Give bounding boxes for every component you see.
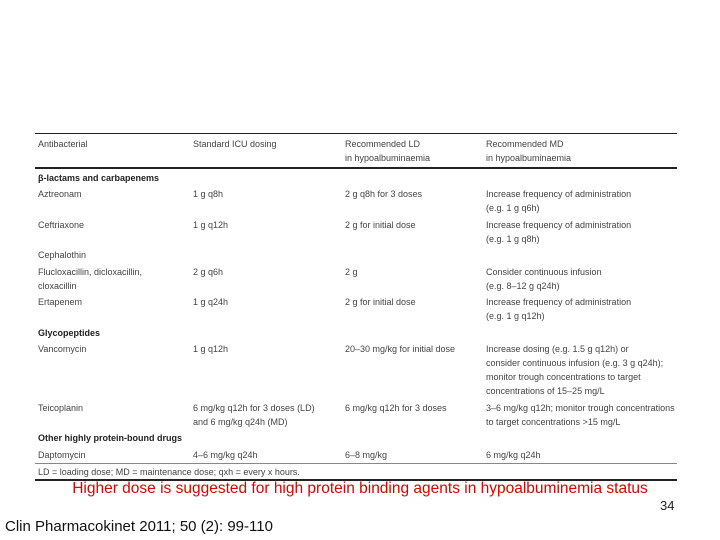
section-label: β-lactams and carbapenems bbox=[38, 172, 160, 183]
table-cell: 2 g for initial dose bbox=[345, 297, 416, 307]
table-footnote: LD = loading dose; MD = maintenance dose; qxh = every x hours. bbox=[35, 463, 677, 481]
table-cell: 6 mg/kg q24h bbox=[486, 449, 541, 460]
column-header: Recommended MD in hypoalbuminaemia bbox=[486, 139, 572, 163]
citation: Clin Pharmacokinet 2011; 50 (2): 99-110 bbox=[5, 518, 273, 535]
table-cell: Teicoplanin bbox=[38, 402, 84, 413]
table-row bbox=[35, 341, 677, 400]
table-cell bbox=[486, 248, 677, 262]
table-cell: 4–6 mg/kg q24h bbox=[193, 449, 258, 460]
table-cell: 1 g q24h bbox=[193, 297, 229, 307]
table-cell: 6 mg/kg q12h for 3 doses bbox=[345, 402, 447, 413]
table-row bbox=[35, 186, 677, 217]
table-cell: Increase dosing (e.g. 1.5 g q12h) or consider continuous infusion (e.g. 3 g q24h); monitor trough concentrations to target concentrations of 15–25 mg/L bbox=[486, 344, 664, 396]
table-cell: Cephalothin bbox=[38, 250, 87, 260]
table-cell: 2 g q8h for 3 doses bbox=[345, 189, 423, 199]
table-row bbox=[35, 216, 677, 247]
table-cell: Increase frequency of administration (e.g. 1 g q6h) bbox=[486, 189, 632, 213]
table-cell: 6–8 mg/kg bbox=[345, 449, 388, 460]
section-row bbox=[35, 430, 677, 447]
dosing-table bbox=[35, 133, 677, 481]
table-cell: Vancomycin bbox=[38, 344, 87, 354]
table-cell: 2 g q6h bbox=[193, 266, 224, 277]
table-cell: Aztreonam bbox=[38, 189, 82, 199]
table-header bbox=[35, 134, 677, 169]
table-cell: 1 g q8h bbox=[193, 189, 224, 199]
table-cell: 6 mg/kg q12h for 3 doses (LD) and 6 mg/kg q24h (MD) bbox=[193, 402, 315, 427]
section-label: Glycopeptides bbox=[38, 327, 101, 338]
section-row bbox=[35, 324, 677, 341]
column-header: Antibacterial bbox=[38, 139, 88, 149]
table-cell: Increase frequency of administration (e.g. 1 g q12h) bbox=[486, 297, 632, 321]
column-header: Standard ICU dosing bbox=[193, 139, 277, 149]
table-row bbox=[35, 294, 677, 325]
table-cell bbox=[193, 248, 345, 262]
table-cell: Flucloxacillin, dicloxacillin, cloxacillin bbox=[38, 266, 143, 291]
table-cell: 2 g for initial dose bbox=[345, 219, 416, 230]
table-cell: 2 g bbox=[345, 266, 358, 277]
table-cell: 20–30 mg/kg for initial dose bbox=[345, 344, 456, 354]
table-cell: Ceftriaxone bbox=[38, 219, 85, 230]
table-cell: 3–6 mg/kg q12h; monitor trough concentrations to target concentrations >15 mg/L bbox=[486, 402, 675, 427]
page-number: 34 bbox=[660, 498, 675, 513]
table-cell: 1 g q12h bbox=[193, 344, 229, 354]
highlight-note: Higher dose is suggested for high protein binding agents in hypoalbuminemia status bbox=[72, 480, 648, 497]
table-row bbox=[35, 247, 677, 264]
table-cell: Ertapenem bbox=[38, 297, 83, 307]
table-row bbox=[35, 446, 677, 463]
table-row bbox=[35, 399, 677, 430]
table-cell: Increase frequency of administration (e.g. 1 g q8h) bbox=[486, 219, 632, 244]
column-header: Recommended LD in hypoalbuminaemia bbox=[345, 139, 431, 163]
section-label: Other highly protein-bound drugs bbox=[38, 433, 182, 443]
table-row bbox=[35, 263, 677, 294]
table-cell: Consider continuous infusion (e.g. 8–12 g q24h) bbox=[486, 266, 602, 291]
table-cell: 1 g q12h bbox=[193, 219, 229, 230]
table-cell bbox=[345, 248, 486, 262]
table-cell: Daptomycin bbox=[38, 449, 86, 460]
section-row bbox=[35, 169, 677, 186]
